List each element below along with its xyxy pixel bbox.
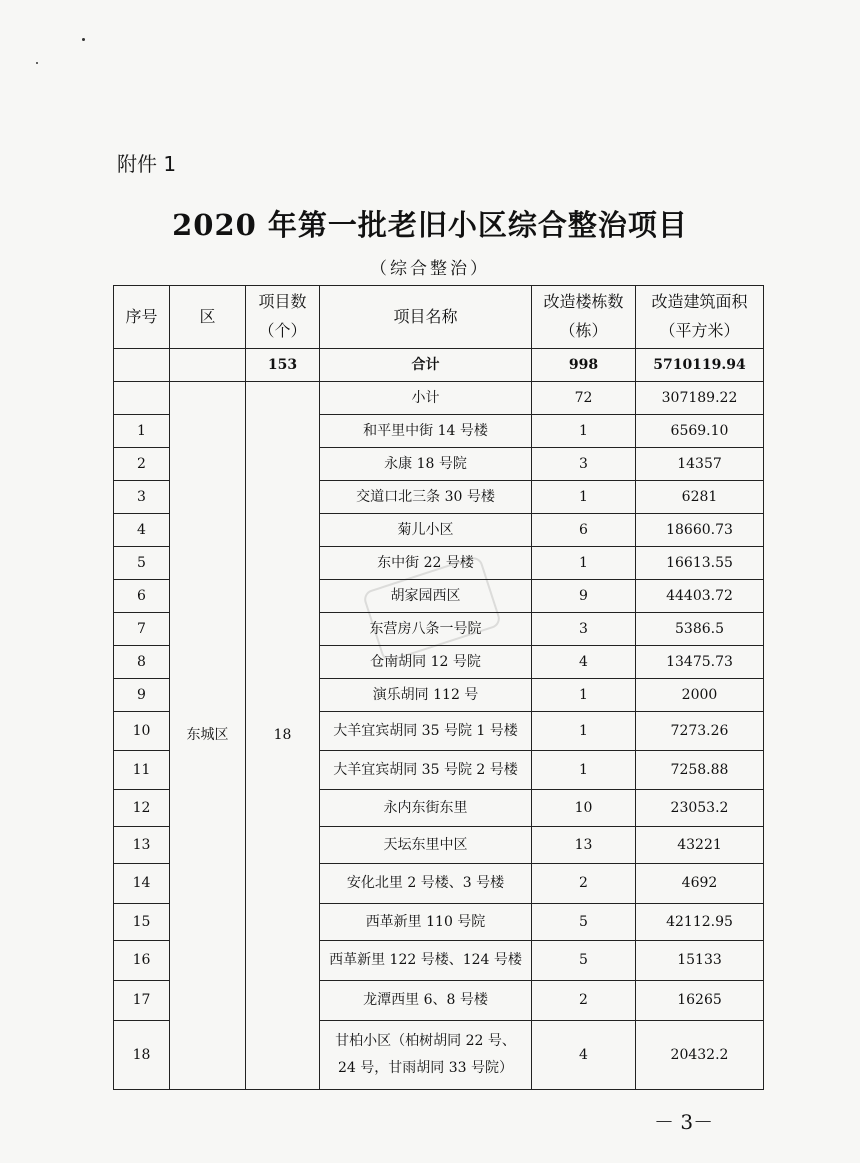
speck-dot <box>82 38 85 41</box>
buildings-cell: 1 <box>532 547 636 580</box>
area-cell: 6569.10 <box>636 415 764 448</box>
buildings-cell: 13 <box>532 827 636 864</box>
name-cell: 安化北里 2 号楼、3 号楼 <box>320 864 532 904</box>
attachment-label: 附件 1 <box>117 152 177 176</box>
area-cell: 5386.5 <box>636 613 764 646</box>
seq-cell: 8 <box>114 646 170 679</box>
district-cell: 东城区 <box>170 382 246 1090</box>
seq-cell: 18 <box>114 1021 170 1090</box>
name-cell: 永内东街东里 <box>320 790 532 827</box>
buildings-cell: 1 <box>532 481 636 514</box>
buildings-cell: 5 <box>532 941 636 981</box>
buildings-cell: 6 <box>532 514 636 547</box>
name-cell: 胡家园西区 <box>320 580 532 613</box>
seq-cell: 16 <box>114 941 170 981</box>
seq-cell: 4 <box>114 514 170 547</box>
buildings-cell: 3 <box>532 613 636 646</box>
seq-cell: 13 <box>114 827 170 864</box>
seq-cell: 14 <box>114 864 170 904</box>
col-header-project-name: 项目名称 <box>320 286 532 349</box>
buildings-cell: 1 <box>532 751 636 790</box>
buildings-cell: 5 <box>532 904 636 941</box>
area-cell: 44403.72 <box>636 580 764 613</box>
area-cell: 2000 <box>636 679 764 712</box>
seq-cell: 1 <box>114 415 170 448</box>
area-cell: 7258.88 <box>636 751 764 790</box>
buildings-cell: 4 <box>532 646 636 679</box>
area-cell: 14357 <box>636 448 764 481</box>
table-header-row <box>114 286 764 349</box>
name-cell: 永康 18 号院 <box>320 448 532 481</box>
total-row <box>114 349 764 382</box>
total-count-cell: 153 <box>246 349 320 382</box>
area-cell: 16265 <box>636 981 764 1021</box>
document-title: 2020 年第一批老旧小区综合整治项目 <box>172 208 688 242</box>
area-cell: 16613.55 <box>636 547 764 580</box>
seq-cell: 3 <box>114 481 170 514</box>
area-cell: 18660.73 <box>636 514 764 547</box>
total-label-cell: 合计 <box>320 349 532 382</box>
area-cell: 20432.2 <box>636 1021 764 1090</box>
buildings-cell: 4 <box>532 1021 636 1090</box>
area-cell: 4692 <box>636 864 764 904</box>
district-count-cell: 18 <box>246 382 320 1090</box>
area-cell: 6281 <box>636 481 764 514</box>
subtotal-row <box>114 382 764 415</box>
seq-cell: 6 <box>114 580 170 613</box>
subtotal-buildings-cell: 72 <box>532 382 636 415</box>
buildings-cell: 3 <box>532 448 636 481</box>
buildings-cell: 2 <box>532 864 636 904</box>
name-cell: 西革新里 110 号院 <box>320 904 532 941</box>
name-cell: 和平里中街 14 号楼 <box>320 415 532 448</box>
name-cell: 演乐胡同 112 号 <box>320 679 532 712</box>
seq-cell: 5 <box>114 547 170 580</box>
name-cell: 甘柏小区（柏树胡同 22 号、 24 号，甘雨胡同 33 号院） <box>320 1021 532 1090</box>
name-cell: 东营房八条一号院 <box>320 613 532 646</box>
name-cell: 西革新里 122 号楼、124 号楼 <box>320 941 532 981</box>
col-header-seq: 序号 <box>114 286 170 349</box>
name-cell: 大羊宜宾胡同 35 号院 1 号楼 <box>320 712 532 751</box>
seq-cell: 12 <box>114 790 170 827</box>
buildings-cell: 1 <box>532 679 636 712</box>
buildings-cell: 9 <box>532 580 636 613</box>
name-cell: 龙潭西里 6、8 号楼 <box>320 981 532 1021</box>
name-cell: 仓南胡同 12 号院 <box>320 646 532 679</box>
seq-cell: 15 <box>114 904 170 941</box>
area-cell: 43221 <box>636 827 764 864</box>
buildings-cell: 1 <box>532 712 636 751</box>
speck-dot <box>36 62 38 64</box>
seq-cell: 10 <box>114 712 170 751</box>
subtotal-seq-cell <box>114 382 170 415</box>
buildings-cell: 10 <box>532 790 636 827</box>
area-cell: 42112.95 <box>636 904 764 941</box>
total-seq-cell <box>114 349 170 382</box>
name-cell: 东中街 22 号楼 <box>320 547 532 580</box>
subtotal-label-cell: 小计 <box>320 382 532 415</box>
area-cell: 15133 <box>636 941 764 981</box>
seq-cell: 7 <box>114 613 170 646</box>
project-table <box>113 285 764 1090</box>
document-subtitle: （综合整治） <box>370 259 490 279</box>
buildings-cell: 2 <box>532 981 636 1021</box>
total-area-cell: 5710119.94 <box>636 349 764 382</box>
name-cell: 交道口北三条 30 号楼 <box>320 481 532 514</box>
col-header-area: 改造建筑面积 （平方米） <box>636 286 764 349</box>
area-cell: 13475.73 <box>636 646 764 679</box>
name-cell: 天坛东里中区 <box>320 827 532 864</box>
name-cell: 大羊宜宾胡同 35 号院 2 号楼 <box>320 751 532 790</box>
subtotal-area-cell: 307189.22 <box>636 382 764 415</box>
name-cell: 菊儿小区 <box>320 514 532 547</box>
seq-cell: 11 <box>114 751 170 790</box>
col-header-project-count: 项目数 （个） <box>246 286 320 349</box>
col-header-district: 区 <box>170 286 246 349</box>
page-number: － 3－ <box>654 1110 714 1134</box>
seq-cell: 9 <box>114 679 170 712</box>
area-cell: 7273.26 <box>636 712 764 751</box>
col-header-buildings: 改造楼栋数 （栋） <box>532 286 636 349</box>
seq-cell: 17 <box>114 981 170 1021</box>
seq-cell: 2 <box>114 448 170 481</box>
area-cell: 23053.2 <box>636 790 764 827</box>
total-buildings-cell: 998 <box>532 349 636 382</box>
total-district-cell <box>170 349 246 382</box>
buildings-cell: 1 <box>532 415 636 448</box>
